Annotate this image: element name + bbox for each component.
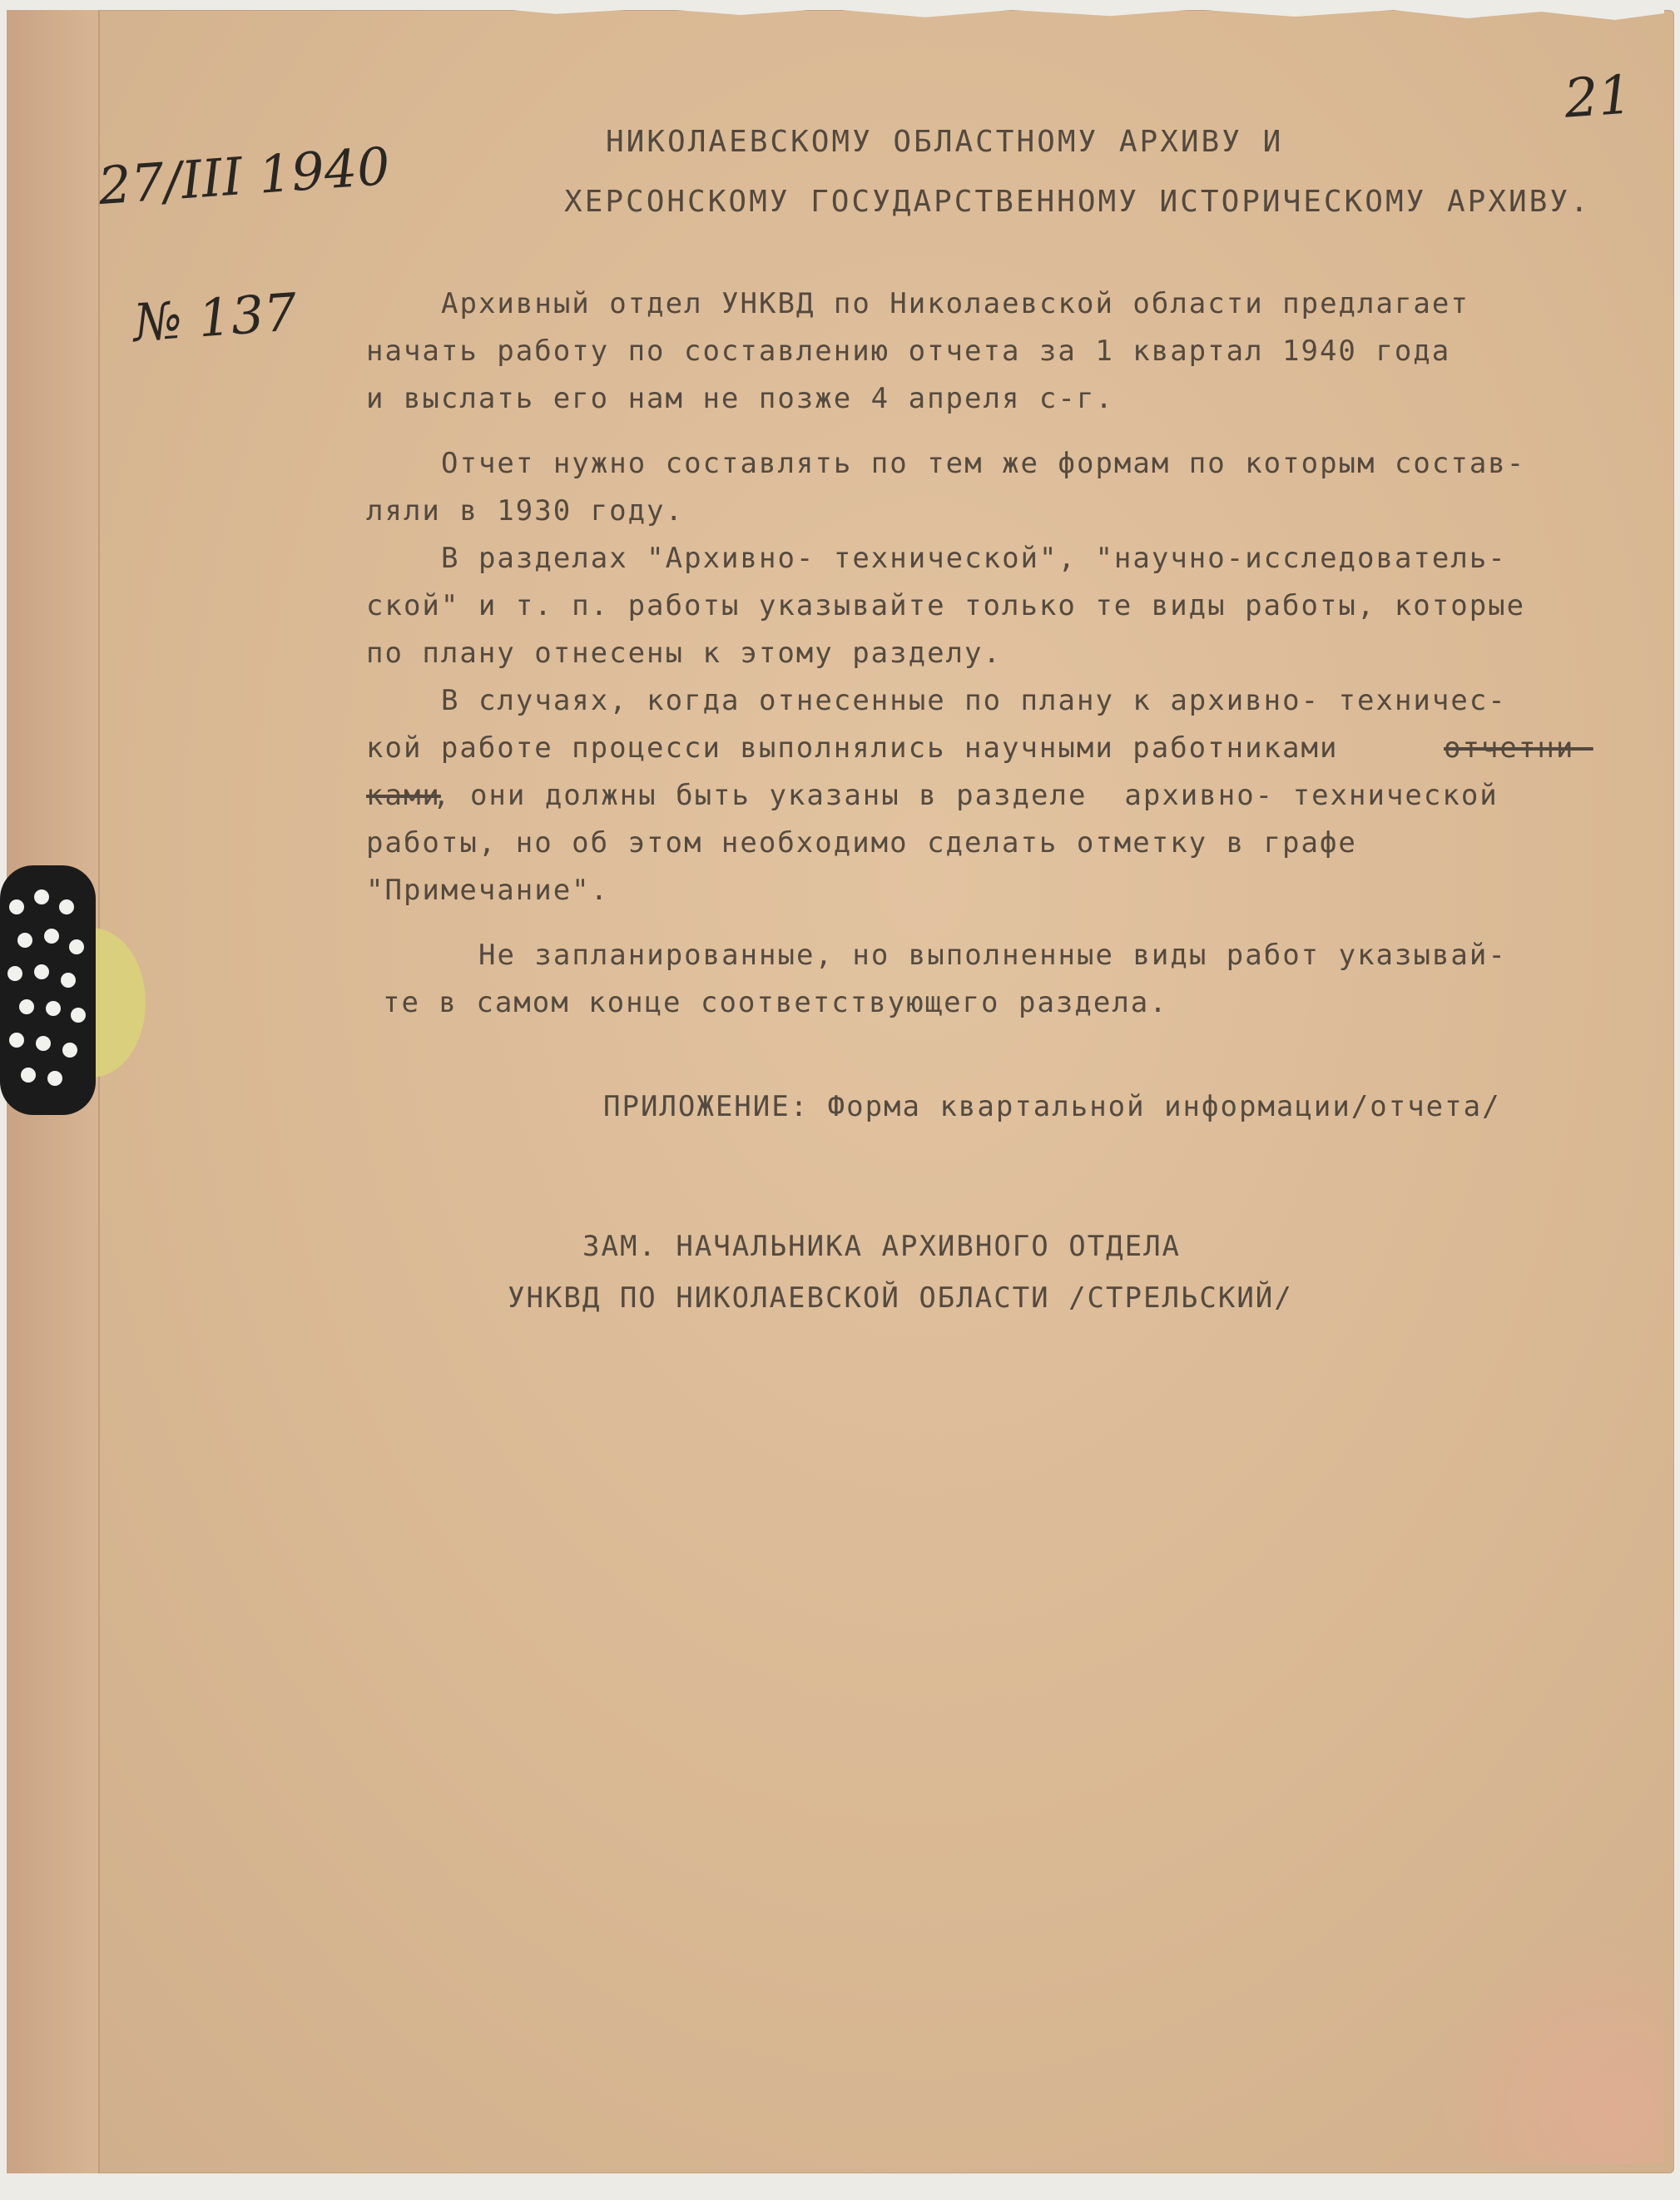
handwritten-date: 27/III 1940 <box>96 135 392 217</box>
paragraph-line: Не запланированные, но выполненные виды работ указывай- <box>478 939 1507 972</box>
heading-line-2: ХЕРСОНСКОМУ ГОСУДАРСТВЕННОМУ ИСТОРИЧЕСКОМУ АРХИВУ. <box>564 185 1591 219</box>
page-number: 21 <box>1562 64 1634 131</box>
attachment-note: ПРИЛОЖЕНИЕ: Форма квартальной информации/отчета/ <box>603 1090 1501 1123</box>
heading-line-1: НИКОЛАЕВСКОМУ ОБЛАСТНОМУ АРХИВУ И <box>606 125 1284 159</box>
paragraph-line: начать работу по составлению отчета за 1 квартал 1940 года <box>366 334 1451 368</box>
paragraph-line: по плану отнесены к этому разделу. <box>366 637 1002 670</box>
paragraph-line: В разделах "Архивно- технической", "научно-исследователь- <box>441 542 1507 575</box>
paragraph-line: работы, но об этом необходимо сделать отметку в графе <box>366 826 1357 860</box>
signature-line-2: УНКВД ПО НИКОЛАЕВСКОЙ ОБЛАСТИ /СТРЕЛЬСКИЙ/ <box>508 1281 1293 1315</box>
paragraph-line: , они должны быть указаны в разделе архивно- технической <box>433 779 1499 812</box>
paragraph-line: и выслать его нам не позже 4 апреля с-г. <box>366 382 1114 415</box>
struck-word: отчетни- <box>1444 731 1593 765</box>
struck-word: ками <box>366 779 441 812</box>
paragraph-line: ляли в 1930 году. <box>366 494 684 528</box>
paragraph-line: Отчет нужно составлять по тем же формам по которым состав- <box>441 447 1526 480</box>
paragraph-line: Архивный отдел УНКВД по Николаевской области предлагает <box>441 287 1469 320</box>
signature-line-1: ЗАМ. НАЧАЛЬНИКА АРХИВНОГО ОТДЕЛА <box>582 1230 1182 1263</box>
handwritten-number: № 137 <box>131 281 300 354</box>
stain <box>1415 1914 1664 2163</box>
tape-roll-icon <box>0 857 150 1132</box>
paragraph-line: В случаях, когда отнесенные по плану к архивно- техничес- <box>441 684 1507 717</box>
paragraph-line: кой работе процесси выполнялись научными работниками <box>366 731 1339 765</box>
paragraph-line: те в самом конце соответствующего раздела. <box>383 986 1168 1019</box>
paragraph-line: "Примечание". <box>366 874 610 907</box>
paragraph-line: ской" и т. п. работы указывайте только те виды работы, которые <box>366 589 1526 622</box>
